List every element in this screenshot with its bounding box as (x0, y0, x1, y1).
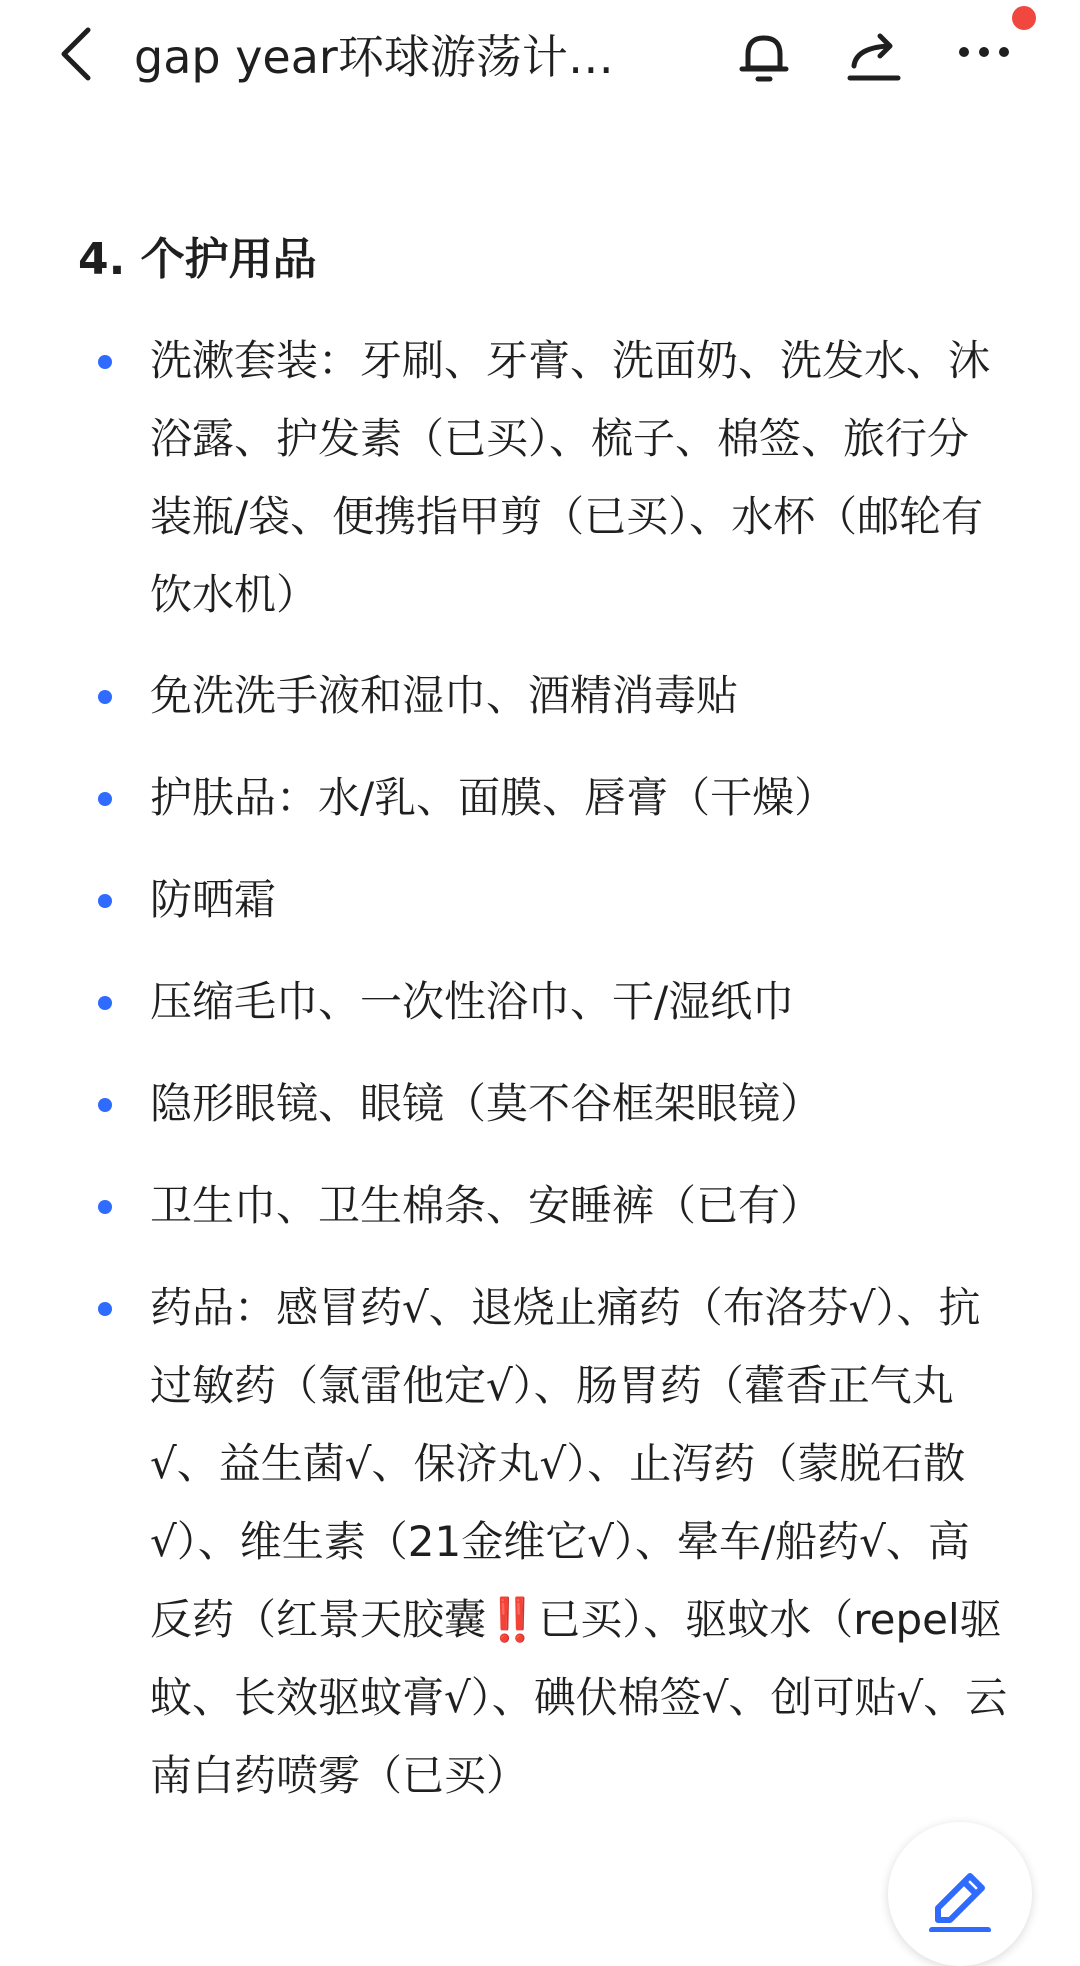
list-item: 药品：感冒药√、退烧止痛药（布洛芬√）、抗过敏药（氯雷他定√）、肠胃药（藿香正气丸√、益生菌√、保济丸√）、止泻药（蒙脱石散√）、维生素（21金维它√）、晕车/船药√、高反药（红景天胶囊‼️已买）、驱蚊水（repel驱蚊、长效驱蚊膏√）、碘伏棉签√、创可贴√、云南白药喷雾（已买） (150, 1283, 1008, 1800)
bell-icon (732, 24, 796, 88)
bullet-dot (98, 1200, 112, 1214)
bullet-dot (98, 894, 112, 908)
notification-dot (1012, 6, 1036, 30)
bullet-dot (98, 996, 112, 1010)
list-item: 防晒霜 (150, 875, 277, 924)
list-item: 隐形眼镜、眼镜（莫不谷框架眼镜） (150, 1079, 823, 1128)
list-item: 护肤品：水/乳、面膜、唇膏（干燥） (150, 773, 837, 822)
top-bar (0, 0, 1080, 120)
share-button[interactable] (842, 24, 906, 88)
bullet-dot (98, 1302, 112, 1316)
bullet-dot (98, 1098, 112, 1112)
bullet-dot (98, 792, 112, 806)
list-item: 免洗洗手液和湿巾、酒精消毒贴 (150, 671, 739, 720)
list-item: 压缩毛巾、一次性浴巾、干/湿纸巾 (150, 977, 795, 1026)
chevron-left-icon (52, 24, 102, 84)
back-button[interactable] (52, 24, 102, 84)
more-icon (954, 24, 1018, 88)
list-item: 卫生巾、卫生棉条、安睡裤（已有） (150, 1181, 823, 1230)
page-title: gap year环球游荡计… (134, 30, 614, 84)
bullet-dot (98, 355, 112, 369)
edit-button[interactable] (888, 1822, 1032, 1966)
list-item: 洗漱套装：牙刷、牙膏、洗面奶、洗发水、沐浴露、护发素（已买）、梳子、棉签、旅行分装瓶/袋、便携指甲剪（已买）、水杯（邮轮有饮水机） (150, 336, 991, 619)
section-heading: 4. 个护用品 (78, 234, 317, 285)
share-icon (842, 24, 906, 88)
more-button[interactable] (954, 24, 1018, 88)
pencil-icon (922, 1856, 998, 1932)
notification-button[interactable] (732, 24, 796, 88)
bullet-dot (98, 690, 112, 704)
